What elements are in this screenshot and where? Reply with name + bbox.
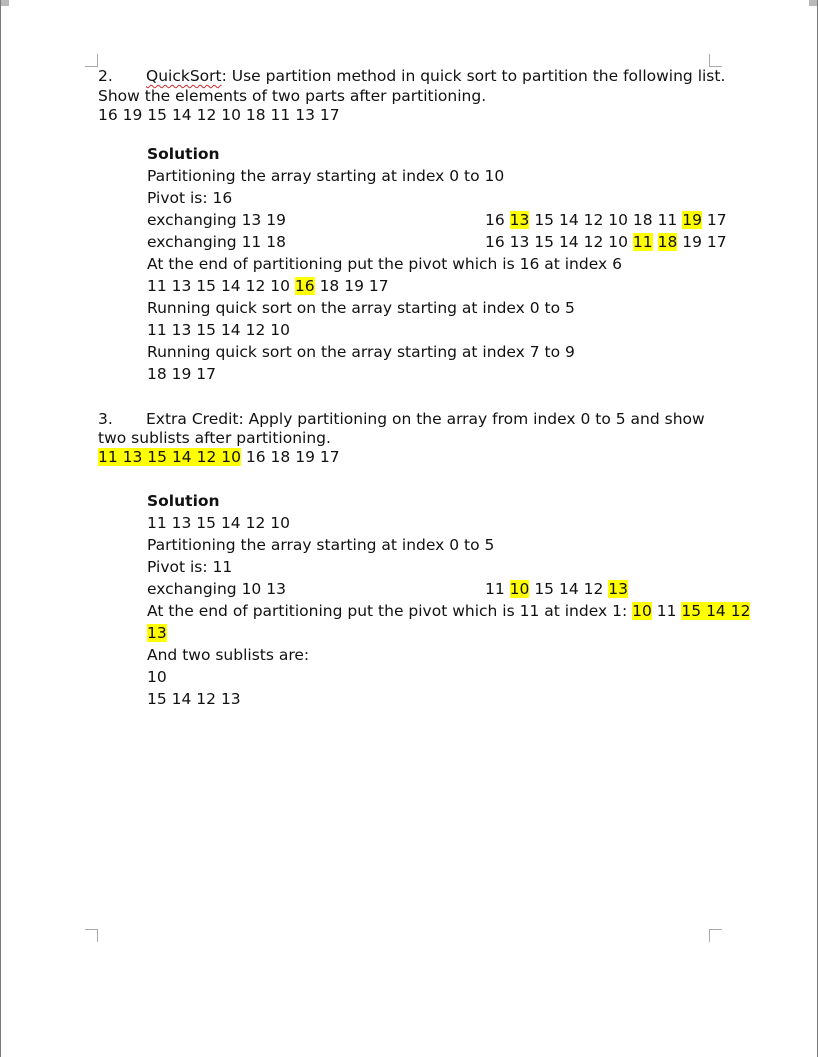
exchange-label: exchanging 11 18	[147, 233, 286, 251]
array-segment	[653, 233, 658, 251]
array-segment: 19 17	[677, 233, 727, 251]
highlighted-range: 11 13 15 14 12 10	[98, 448, 241, 466]
array-segment: 16 13 15 14 12 10	[485, 233, 633, 251]
page-corner-shade	[1, 0, 9, 6]
question-2-list[interactable]: 16 19 15 14 12 10 18 11 13 17	[98, 106, 340, 124]
solution-line[interactable]: 15 14 12 13	[147, 690, 241, 708]
solution-line[interactable]	[147, 601, 750, 621]
highlighted-value: 11	[632, 233, 653, 251]
solution-line[interactable]: 11 13 15 14 12 10	[147, 514, 290, 532]
exchange-array	[485, 232, 727, 252]
solution-line[interactable]: Partitioning the array starting at index 0 to 5	[147, 536, 495, 554]
solution-line[interactable]: At the end of partitioning put the pivot which is 16 at index 6	[147, 255, 622, 273]
exchange-line[interactable]	[147, 232, 727, 252]
question-2-line-1[interactable]	[98, 66, 725, 86]
exchange-line[interactable]	[147, 579, 629, 599]
array-segment: 15 14 12	[529, 580, 609, 598]
solution-line[interactable]: Pivot is: 16	[147, 189, 233, 207]
solution-array-line[interactable]	[147, 276, 389, 296]
question-3-line-1[interactable]	[98, 409, 705, 429]
solution-line[interactable]: Partitioning the array starting at index 0 to 10	[147, 167, 505, 185]
array-segment: 16 18 19 17	[240, 448, 340, 466]
solution-line[interactable]: Running quick sort on the array starting at index 7 to 9	[147, 343, 575, 361]
text-segment: 11	[651, 602, 682, 620]
question-text: : Use partition method in quick sort to partition the following list.	[221, 67, 726, 85]
solution-line[interactable]: 11 13 15 14 12 10	[147, 321, 290, 339]
exchange-array	[485, 579, 628, 599]
question-3-list[interactable]	[98, 447, 340, 467]
highlighted-value: 13	[147, 624, 167, 642]
array-segment: 17	[701, 211, 727, 229]
solution-line[interactable]: Pivot is: 11	[147, 558, 233, 576]
question-3-line-2[interactable]: two sublists after partitioning.	[98, 429, 331, 447]
page-corner-shade	[809, 0, 817, 6]
array-segment: 11 13 15 14 12 10	[147, 277, 295, 295]
list-number: 3.	[98, 410, 113, 428]
highlighted-value: 10	[509, 580, 530, 598]
solution-line[interactable]: 10	[147, 668, 167, 686]
question-text: Extra Credit: Apply partitioning on the array from index 0 to 5 and show	[146, 410, 705, 428]
highlighted-value: 16	[294, 277, 315, 295]
array-segment: 16	[485, 211, 510, 229]
array-segment: 15 14 12 10 18 11	[529, 211, 683, 229]
exchange-label: exchanging 10 13	[147, 580, 286, 598]
solution-line[interactable]: And two sublists are:	[147, 646, 310, 664]
spellcheck-word[interactable]: QuickSort	[146, 67, 222, 85]
solution-line[interactable]: Running quick sort on the array starting at index 0 to 5	[147, 299, 575, 317]
exchange-line[interactable]	[147, 210, 727, 230]
text-segment: At the end of partitioning put the pivot which is 11 at index 1:	[147, 602, 633, 620]
margin-crop-mark-bottom-left	[85, 929, 98, 942]
highlighted-value: 13	[608, 580, 629, 598]
exchange-array	[485, 210, 727, 230]
solution-heading[interactable]: Solution	[147, 492, 220, 510]
highlighted-value: 15 14 12	[681, 602, 751, 620]
solution-line[interactable]	[147, 623, 167, 643]
question-2-line-2[interactable]: Show the elements of two parts after partitioning.	[98, 87, 487, 105]
highlighted-value: 10	[632, 602, 652, 620]
solution-heading[interactable]: Solution	[147, 145, 220, 163]
list-number: 2.	[98, 67, 113, 85]
array-segment: 11	[485, 580, 510, 598]
highlighted-value: 13	[509, 211, 530, 229]
array-segment: 18 19 17	[314, 277, 389, 295]
margin-crop-mark-top-left	[85, 54, 98, 67]
highlighted-value: 19	[682, 211, 702, 229]
solution-line[interactable]: 18 19 17	[147, 365, 217, 383]
exchange-label: exchanging 13 19	[147, 211, 286, 229]
margin-crop-mark-bottom-right	[709, 929, 722, 942]
highlighted-value: 18	[657, 233, 678, 251]
